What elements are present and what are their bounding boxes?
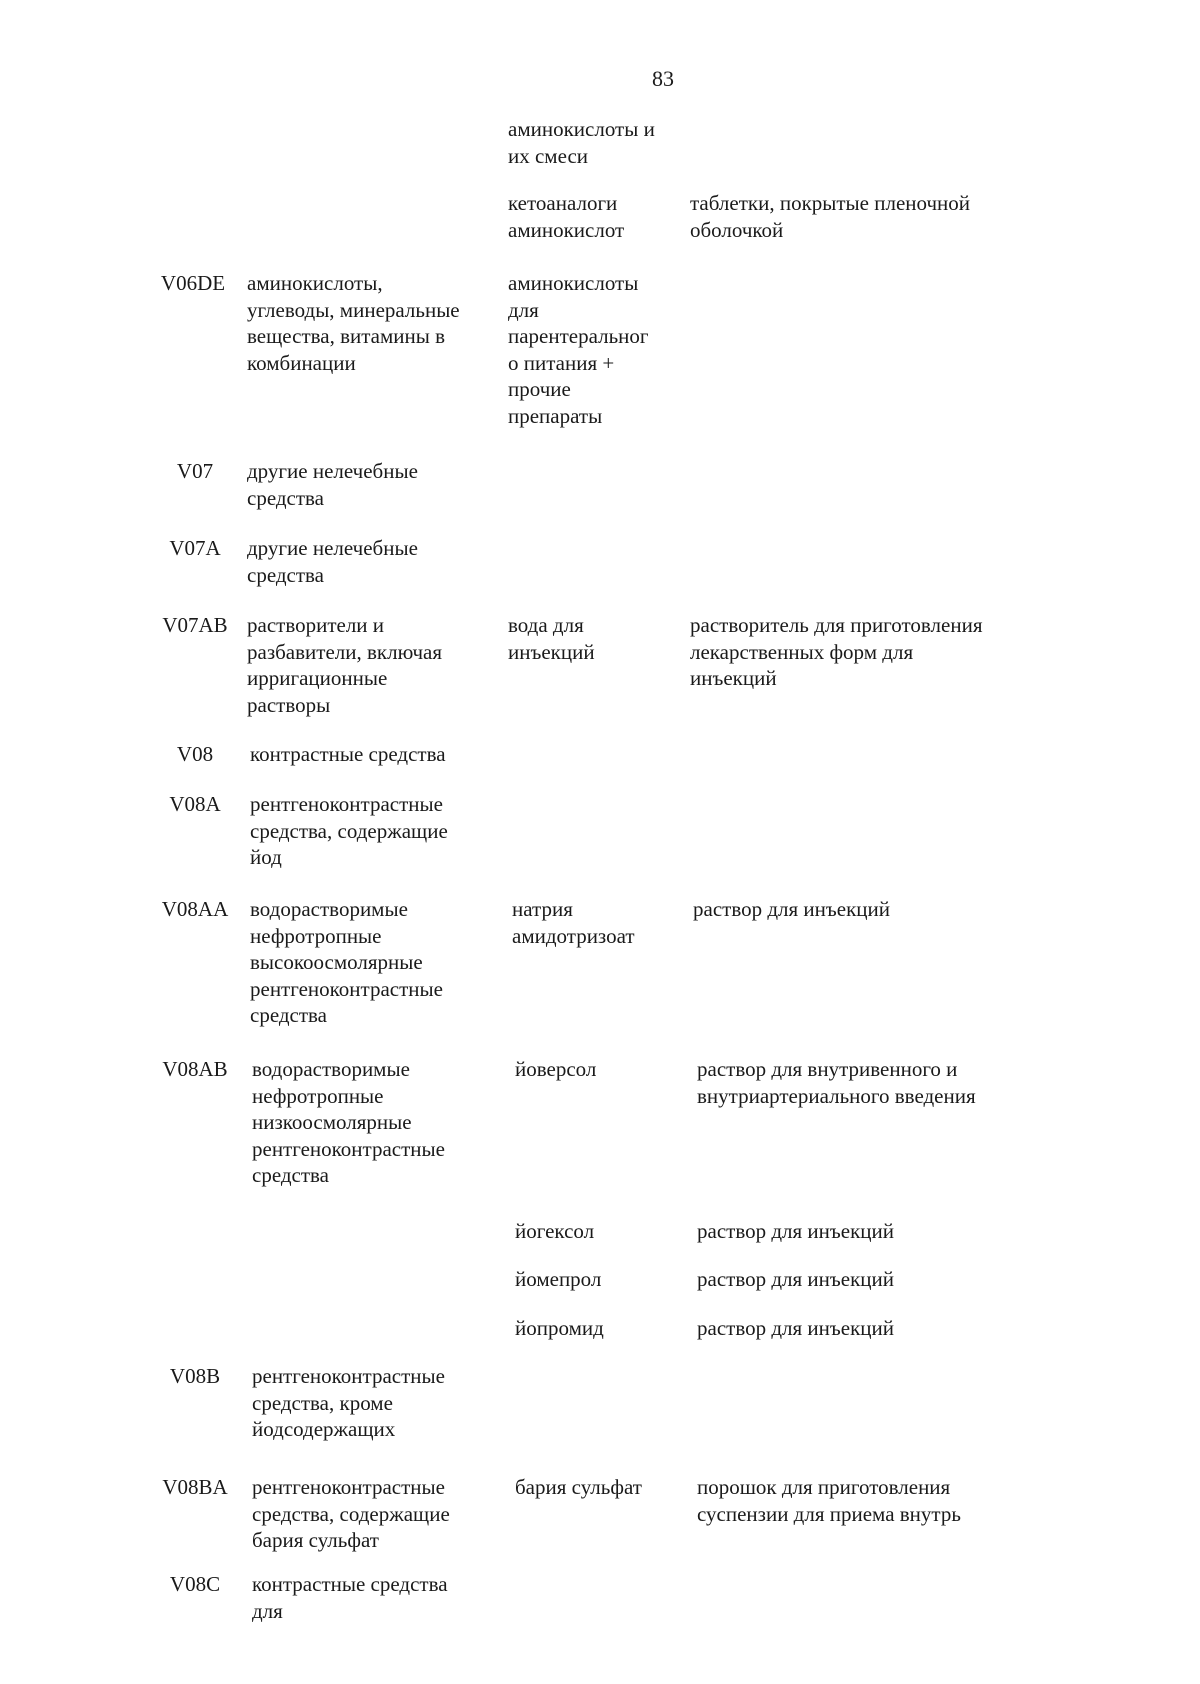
anatomical-therapeutic-group: другие нелечебные средства [247,536,418,587]
anatomical-therapeutic-group: рентгеноконтрастные средства, содержащие бария сульфат [252,1475,450,1552]
anatomical-therapeutic-group: рентгеноконтрастные средства, кроме йодсодержащих [252,1364,445,1441]
drug-name: бария сульфат [515,1475,642,1499]
drug-name: кетоаналоги аминокислот [508,191,625,242]
anatomical-therapeutic-group: контрастные средства [250,742,446,766]
atc-code: V07AB [162,613,228,637]
anatomical-therapeutic-group: растворители и разбавители, включая ирригационные растворы [247,613,443,717]
drug-name: йогексол [515,1219,595,1243]
anatomical-therapeutic-group: аминокислоты, углеводы, минеральные вещества, витамины в комбинации [247,271,460,375]
atc-code: V08A [169,792,221,816]
dosage-form: порошок для приготовления суспензии для приема внутрь [697,1475,961,1526]
anatomical-therapeutic-group: другие нелечебные средства [247,459,418,510]
anatomical-therapeutic-group: водорастворимые нефротропные высокоосмолярные рентгеноконтрастные средства [250,897,443,1027]
atc-code: V08C [169,1572,221,1596]
drug-name: натрия амидотризоат [512,897,635,948]
atc-code: V08AA [161,897,229,921]
atc-code: V08AB [162,1057,228,1081]
dosage-form: раствор для инъекций [697,1316,894,1340]
drug-name: аминокислоты для парентеральног о питания + прочие препараты [508,271,649,428]
atc-code: V08BA [162,1475,228,1499]
atc-code: V08 [176,742,214,766]
atc-code: V07 [176,459,214,483]
atc-code: V07A [169,536,221,560]
drug-name: вода для инъекций [508,613,595,664]
drug-name: йомепрол [515,1267,602,1291]
dosage-form: растворитель для приготовления лекарственных форм для инъекций [690,613,983,690]
dosage-form: раствор для инъекций [697,1267,894,1291]
dosage-form: таблетки, покрытые пленочной оболочкой [690,191,971,242]
dosage-form: раствор для внутривенного и внутриартериального введения [697,1057,976,1108]
atc-code: V08B [169,1364,221,1388]
drug-name: аминокислоты и их смеси [508,117,655,168]
drug-name: йопромид [515,1316,604,1340]
anatomical-therapeutic-group: водорастворимые нефротропные низкоосмолярные рентгеноконтрастные средства [252,1057,445,1187]
page-number: 83 [652,66,674,91]
drug-name: йоверсол [515,1057,597,1081]
anatomical-therapeutic-group: рентгеноконтрастные средства, содержащие йод [250,792,448,869]
atc-code: V06DE [160,271,226,295]
dosage-form: раствор для инъекций [697,1219,894,1243]
anatomical-therapeutic-group: контрастные средства для [252,1572,448,1623]
dosage-form: раствор для инъекций [693,897,890,921]
